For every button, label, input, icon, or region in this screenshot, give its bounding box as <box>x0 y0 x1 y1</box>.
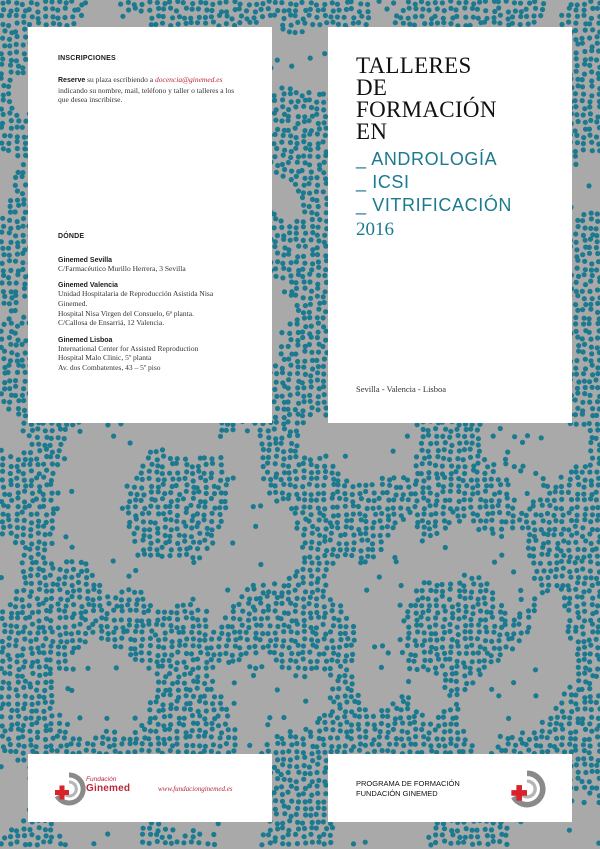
location-line: Hospital Malo Clinic, 5º planta <box>58 353 152 363</box>
title-panel <box>328 27 572 423</box>
title-line-1: TALLERES <box>356 53 472 78</box>
reserve-word: Reserve <box>58 77 86 84</box>
website-link[interactable]: www.fundacionginemed.es <box>158 785 233 793</box>
program-line-1: PROGRAMA DE FORMACIÓN <box>356 779 460 788</box>
topics-list <box>356 148 552 217</box>
donde-heading: DÓNDE <box>58 232 85 240</box>
topic-andrologia: _ ANDROLOGÍA <box>356 149 498 169</box>
program-footer <box>328 754 572 822</box>
location-lisboa <box>58 337 244 373</box>
year: 2016 <box>356 219 394 240</box>
fundacion-label: Fundación <box>86 776 117 783</box>
ginemed-logo <box>508 770 546 808</box>
title-line-4: EN <box>356 119 388 144</box>
fundacion-ginemed-logo <box>52 772 86 806</box>
topic-vitrificacion: _ VITRIFICACIÓN <box>356 195 513 215</box>
location-name: Ginemed Valencia <box>58 282 118 290</box>
location-line: Hospital Nisa Virgen del Consuelo, 6ª planta. <box>58 308 194 318</box>
ginemed-name: Ginemed <box>86 783 131 794</box>
reserve-rest: indicando su nombre, mail, teléfono y taller o talleres a los que desea inscribirse. <box>58 85 235 105</box>
cities-line: Sevilla - Valencia - Lisboa <box>356 384 447 394</box>
location-line: C/Callosa de Ensarriá, 12 Valencia. <box>58 318 165 328</box>
location-line: Ginemed. <box>58 298 88 308</box>
inscripciones-heading: INSCRIPCIONES <box>58 55 116 62</box>
program-text <box>356 779 460 799</box>
foundation-footer <box>28 754 272 822</box>
location-name: Ginemed Sevilla <box>58 256 113 264</box>
foundation-wordmark <box>86 776 130 794</box>
location-line: International Center for Assisted Reproduction <box>58 343 199 353</box>
email-link[interactable]: docencia@ginemed.es <box>155 75 223 84</box>
program-line-2: FUNDACIÓN GINEMED <box>356 789 438 798</box>
title-line-3: FORMACIÓN <box>356 97 497 122</box>
location-name: Ginemed Lisboa <box>58 336 113 344</box>
reserve-text: su plaza escribiendo a <box>85 75 156 84</box>
location-line: C/Farmacéutico Murillo Herrera, 3 Sevilla <box>58 263 186 273</box>
title-line-2: DE <box>356 75 388 100</box>
location-line: Unidad Hospitalaria de Reproducción Asistida Nisa <box>58 289 214 299</box>
registration-panel <box>28 27 272 423</box>
registration-text <box>58 75 244 105</box>
locations-list <box>58 257 244 373</box>
location-sevilla <box>58 257 244 274</box>
location-line: Av. dos Combatentes, 43 – 5º piso <box>58 362 161 372</box>
spine-text <box>291 722 296 723</box>
topic-icsi: _ ICSI <box>356 172 410 192</box>
location-valencia <box>58 282 244 327</box>
